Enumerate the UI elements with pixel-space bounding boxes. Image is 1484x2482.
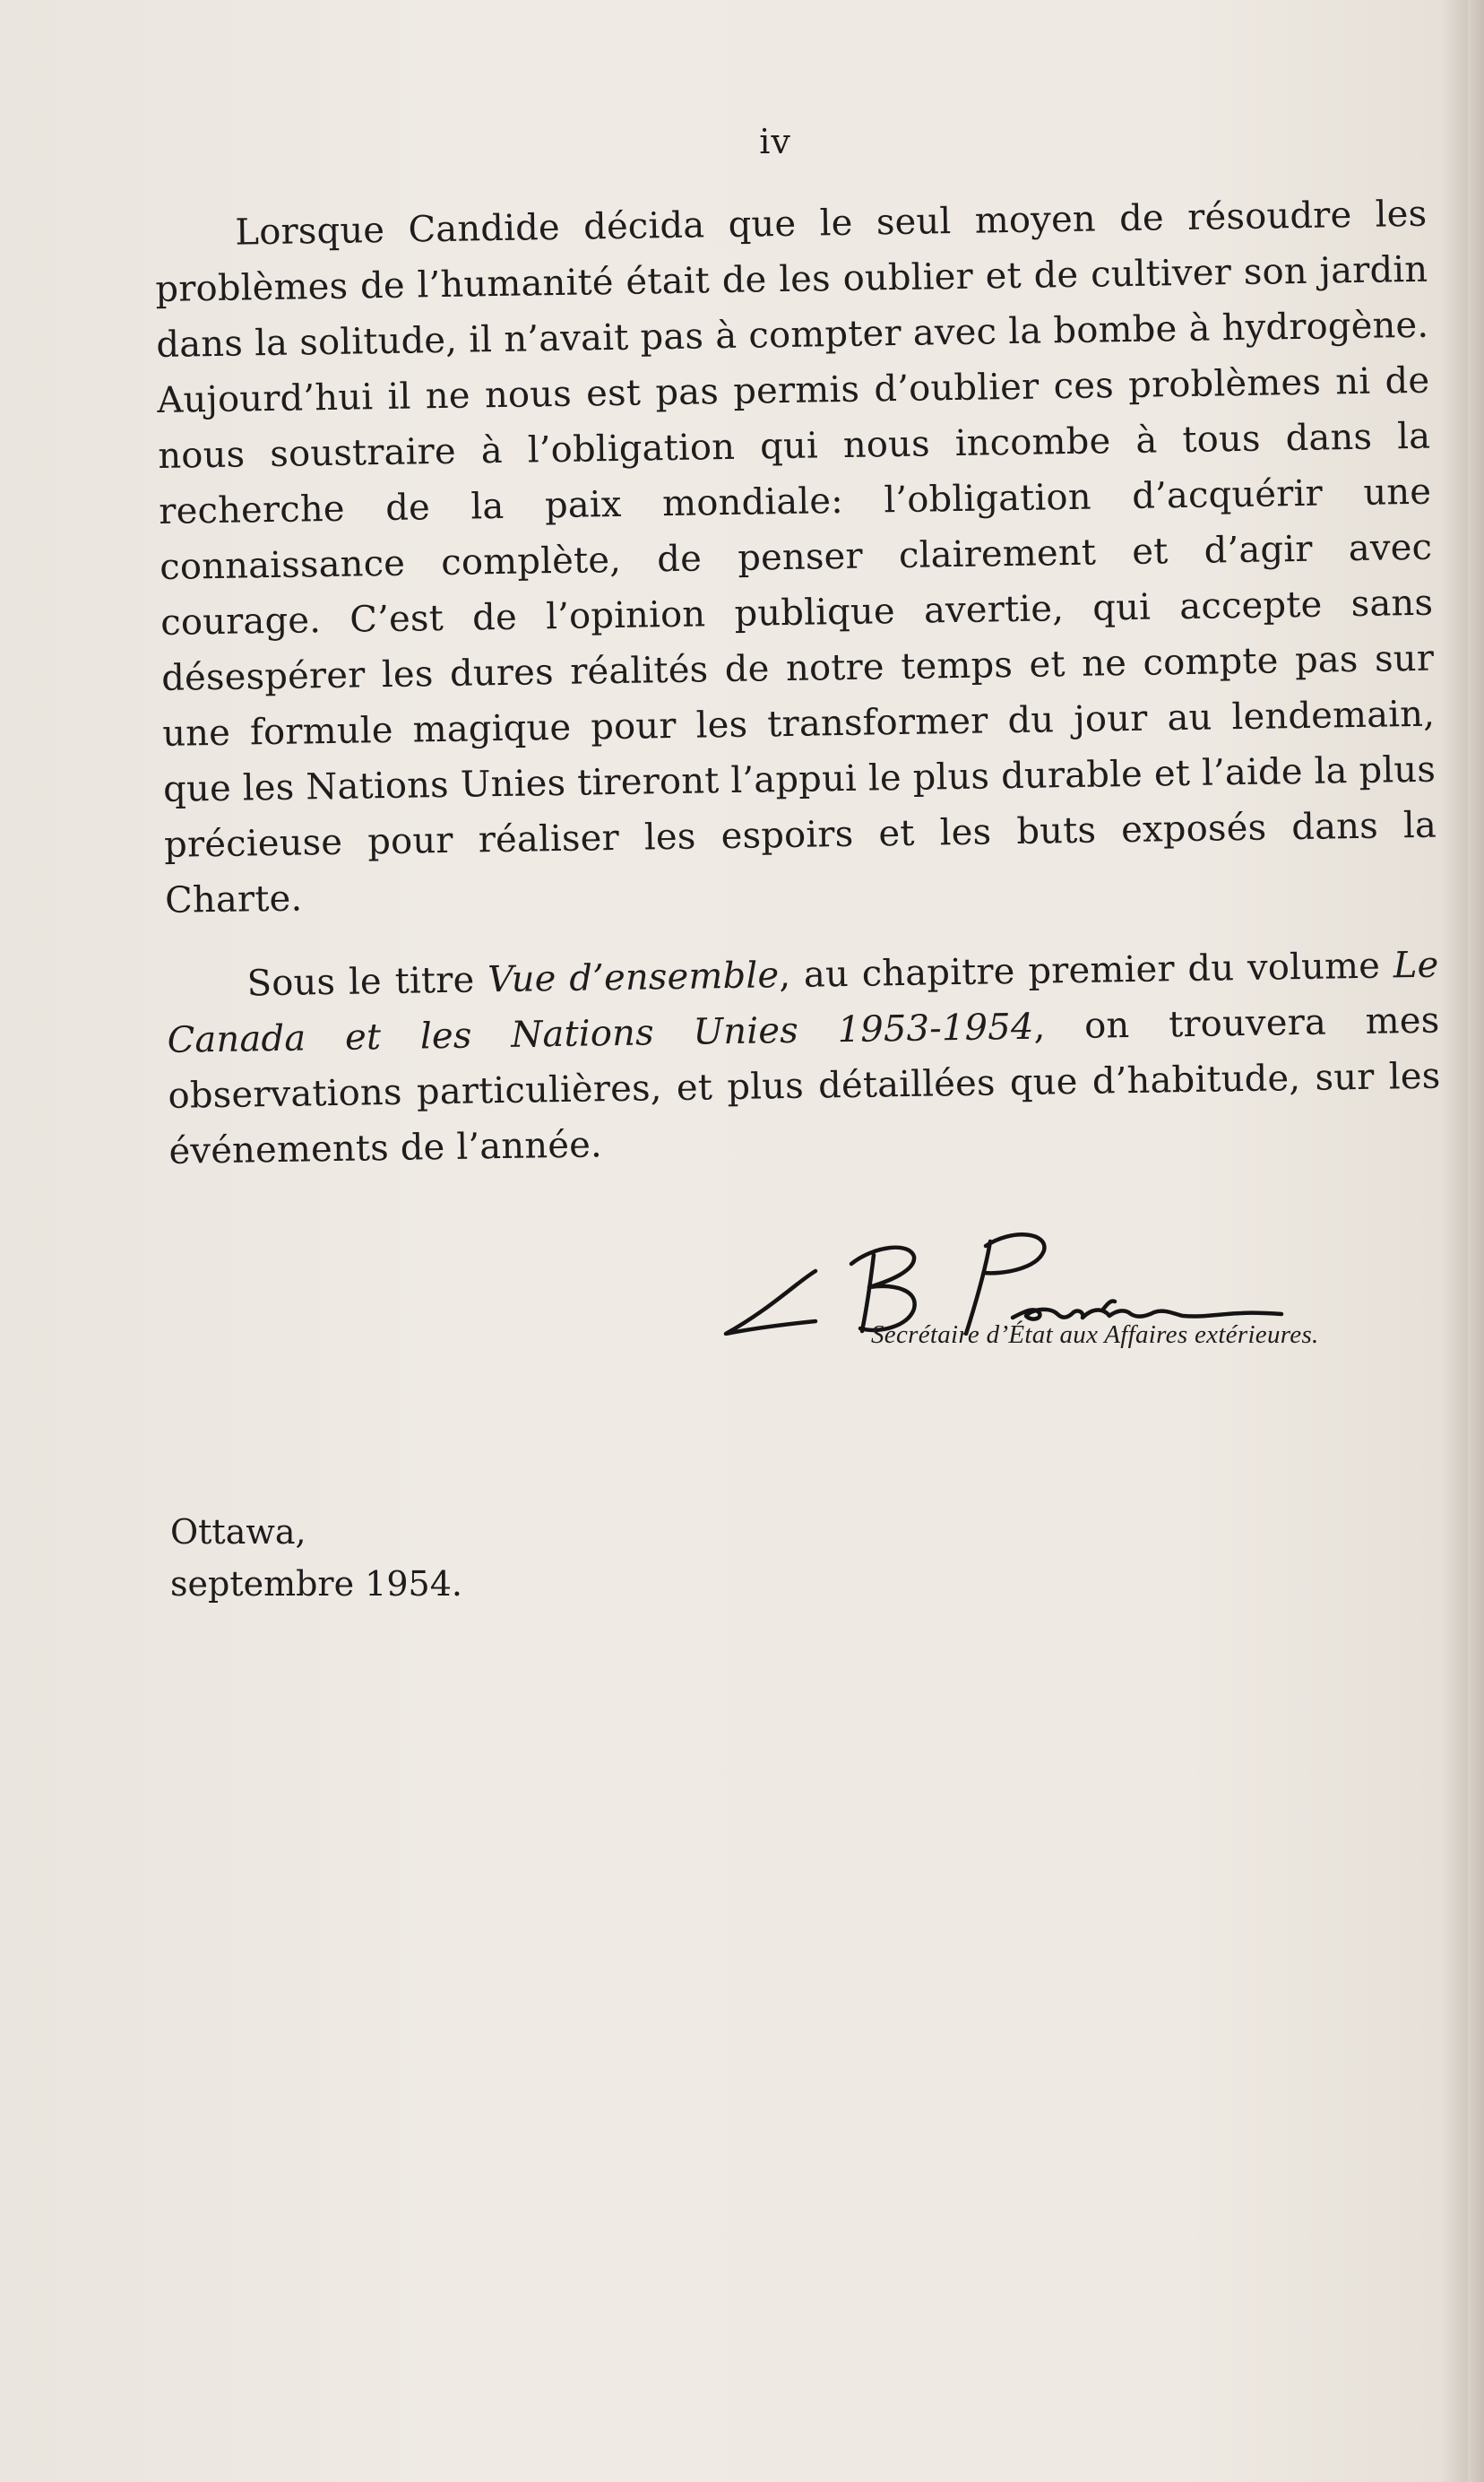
handwritten-signature — [717, 1228, 1362, 1336]
closing-date: septembre 1954. — [170, 1564, 462, 1604]
place-and-date — [170, 1506, 462, 1610]
paragraph-2-text-b: , au chapitre premier du volume — [778, 945, 1394, 997]
italic-title-volume: Le Canada et les Nations Unies 1953-1954 — [167, 944, 1439, 1061]
paragraph-1: Lorsque Candide décida que le seul moyen de résoudre les problèmes de l’humanité était de les oublier et de cultiver son jardin dans la solitude, il n’avait pas à compter avec la bombe à hydrogène. Aujourd’hui il ne nous est pas permis d’oublier ces problèmes ni de nous soustraire à l’obligation qui nous incombe à tous dans la recherche de la paix mondiale: l’obligation d’acquérir une connaissance complète, de penser clairement et d’agir avec courage. C’est de l’opinion publique avertie, qui accepte sans désespérer les dures réalités de notre temps et ne compte pas sur une formule magique pour les transformer du jour au lendemain, que les Nations Unies tireront l’appui le plus durable et l’aide la plus précieuse pour réaliser les espoirs et les buts exposés dans la Charte. — [155, 193, 1437, 921]
body-text — [154, 186, 1442, 1180]
paragraph-2-text-c: , on trouvera mes observations particulières, et plus détaillées que d’habitude, sur les événements de l’année. — [168, 999, 1441, 1172]
paragraph-2-text-a: Sous le titre — [246, 959, 488, 1005]
page-number: iv — [759, 122, 791, 161]
paragraph-2 — [166, 938, 1442, 1180]
italic-title-overview: Vue d’ensemble — [487, 955, 780, 1001]
page-edge — [1468, 0, 1484, 2482]
signatory-title: Secrétaire d’État aux Affaires extérieures. — [871, 1320, 1319, 1349]
closing-place: Ottawa, — [170, 1512, 306, 1552]
